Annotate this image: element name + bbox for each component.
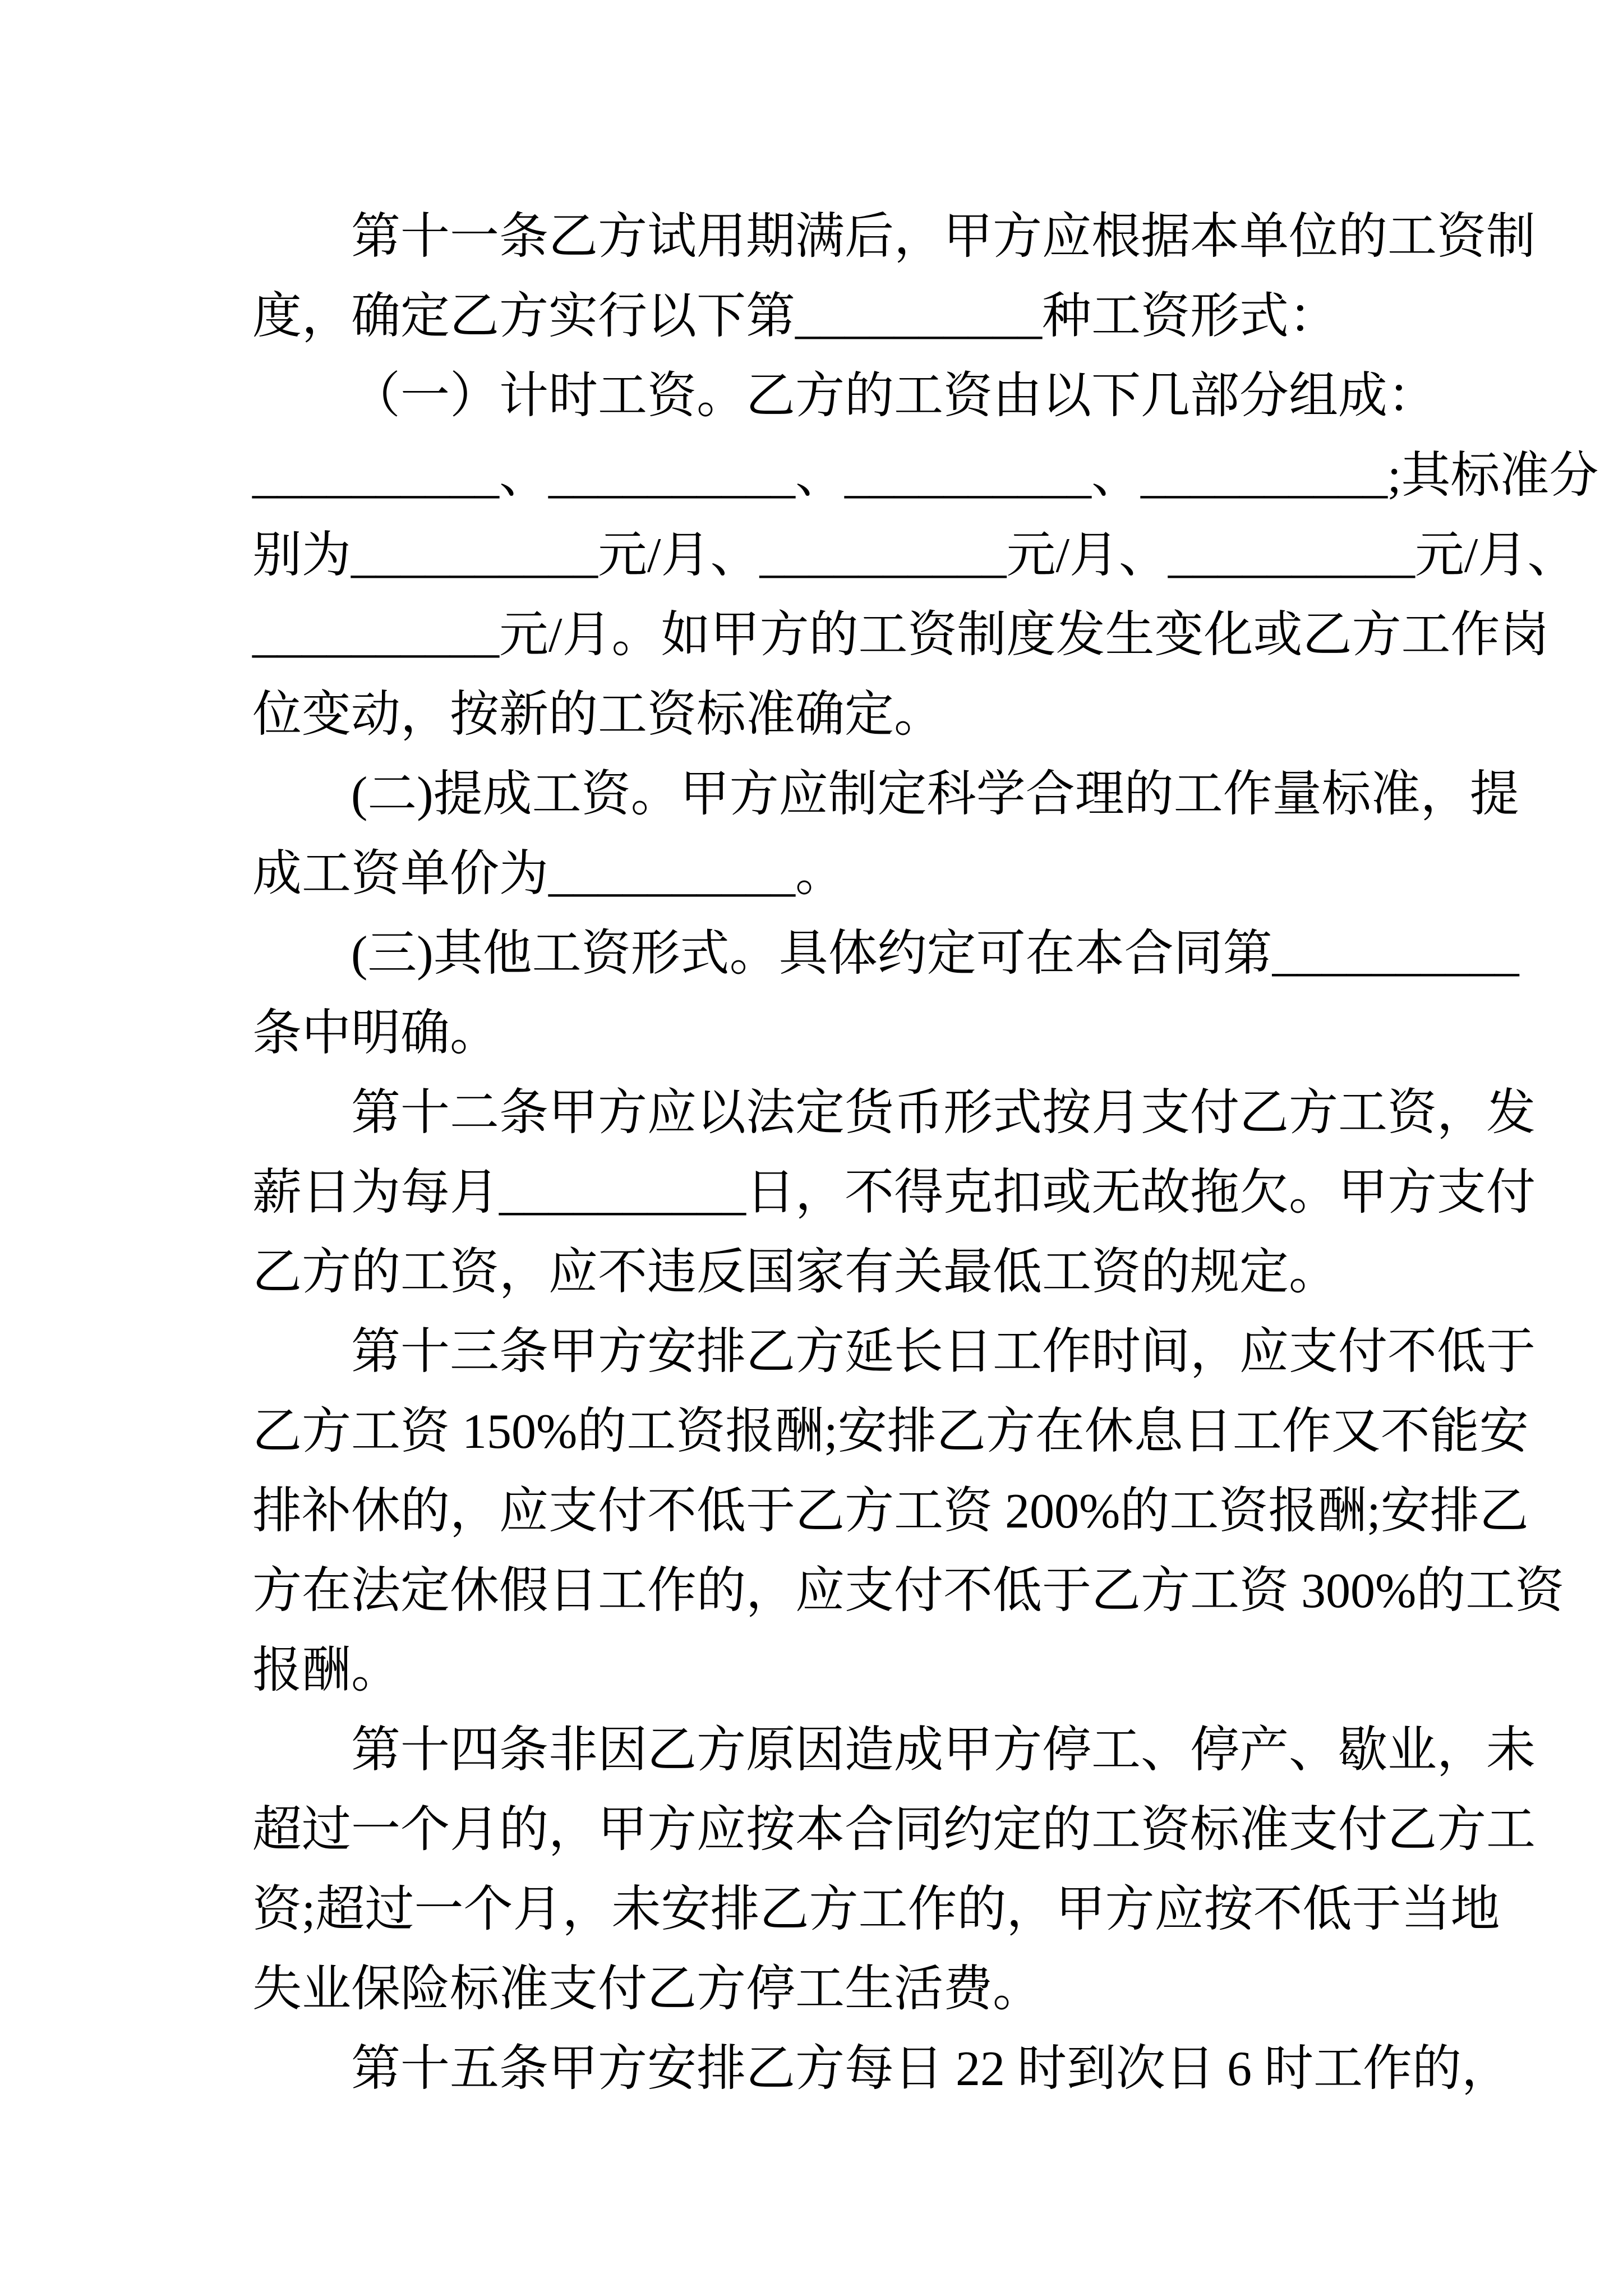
text-line: 乙方的工资，应不违反国家有关最低工资的规定。: [252, 1245, 1339, 1300]
text-line: 第十五条甲方安排乙方每日 22 时到次日 6 时工作的，: [351, 2042, 1511, 2096]
text-line: 第十二条甲方应以法定货币形式按月支付乙方工资，发: [351, 1086, 1536, 1140]
text-line: 位变动，按新的工资标准确定。: [252, 688, 944, 742]
text-line: 薪日为每月__________日，不得克扣或无故拖欠。甲方支付: [252, 1166, 1536, 1220]
text-line: (二)提成工资。甲方应制定科学合理的工作量标准，提: [351, 767, 1519, 822]
text-line: 资;超过一个月，未安排乙方工作的，甲方应按不低于当地: [252, 1883, 1500, 1937]
text-line: 乙方工资 150%的工资报酬;安排乙方在休息日工作又不能安: [252, 1405, 1529, 1459]
text-line: __________元/月。如甲方的工资制度发生变化或乙方工作岗: [252, 608, 1550, 662]
text-line: __________、__________、__________、__________;其标准分: [252, 449, 1599, 503]
text-line: 度，确定乙方实行以下第__________种工资形式：: [252, 289, 1339, 344]
text-line: 条中明确。: [252, 1006, 500, 1061]
text-line: 超过一个月的，甲方应按本合同约定的工资标准支付乙方工: [252, 1803, 1536, 1857]
text-line: 排补休的，应支付不低于乙方工资 200%的工资报酬;安排乙: [252, 1484, 1529, 1539]
text-line: （一）计时工资。乙方的工资由以下几部分组成：: [351, 369, 1437, 424]
contract-text-block: [252, 197, 1599, 2109]
text-line: (三)其他工资形式。具体约定可在本合同第__________: [351, 927, 1519, 981]
text-line: 第十三条甲方安排乙方延长日工作时间，应支付不低于: [351, 1325, 1536, 1379]
text-line: 第十四条非因乙方原因造成甲方停工、停产、歇业，未: [351, 1723, 1536, 1778]
text-line: 别为__________元/月、__________元/月、__________元/月、: [252, 528, 1577, 583]
text-line: 第十一条乙方试用期满后，甲方应根据本单位的工资制: [351, 210, 1536, 264]
text-line: 报酬。: [252, 1644, 401, 1698]
text-line: 失业保险标准支付乙方停工生活费。: [252, 1962, 1043, 2017]
text-line: 方在法定休假日工作的，应支付不低于乙方工资 300%的工资: [252, 1564, 1565, 1618]
text-line: 成工资单价为__________。: [252, 847, 845, 901]
